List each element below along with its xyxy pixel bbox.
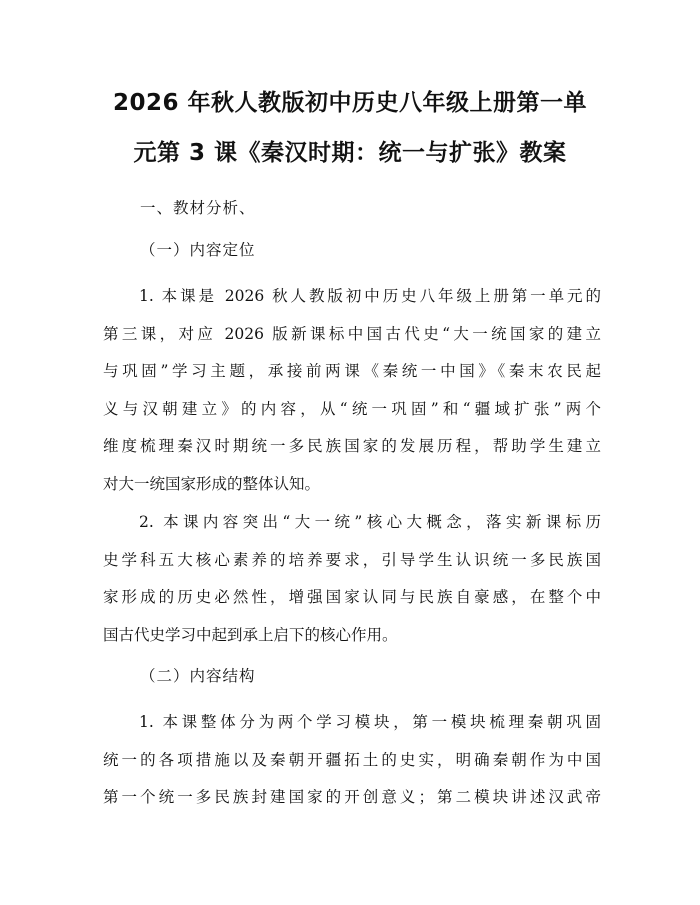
paragraph-line: 与巩固”学习主题，承接前两课《秦统一中国》《秦末农民起 [103,362,601,380]
paragraph-line: 家形成的历史必然性，增强国家认同与民族自豪感，在整个中 [103,588,601,606]
subsection-heading-content-structure: （二）内容结构 [140,667,256,685]
paragraph-line: 1. 本课整体分为两个学习模块，第一模块梳理秦朝巩固 [139,713,601,731]
paragraph-line: 第三课，对应 2026 版新课标中国古代史“大一统国家的建立 [103,324,601,343]
paragraph-line: 义与汉朝建立》的内容，从“统一巩固”和“疆域扩张”两个 [103,399,601,418]
paragraph-line: 2. 本课内容突出“大一统”核心大概念，落实新课标历 [139,513,601,531]
paragraph-2 [103,504,601,654]
paragraph-line: 史学科五大核心素养的培养要求，引导学生认识统一多民族国 [103,550,601,569]
paragraph-line: 对大一统国家形成的整体认知。 [103,474,321,493]
paragraph-3 [103,704,601,817]
paragraph-line: 统一的各项措施以及秦朝开疆拓土的史实，明确秦朝作为中国 [103,750,601,769]
section-heading-textbook-analysis: 一、教材分析、 [140,199,256,217]
document-title-line-1: 2026 年秋人教版初中历史八年级上册第一单 [112,90,588,116]
document-title-line-2: 元第 3 课《秦汉时期：统一与扩张》教案 [133,140,567,166]
paragraph-line: 国古代史学习中起到承上启下的核心作用。 [103,625,398,644]
subsection-heading-content-positioning: （一）内容定位 [140,241,256,259]
paragraph-1 [103,278,601,503]
paragraph-line: 第一个统一多民族封建国家的开创意义；第二模块讲述汉武帝 [103,788,601,806]
paragraph-line: 1. 本课是 2026 秋人教版初中历史八年级上册第一单元的 [139,287,601,305]
paragraph-line: 维度梳理秦汉时期统一多民族国家的发展历程，帮助学生建立 [103,437,601,455]
